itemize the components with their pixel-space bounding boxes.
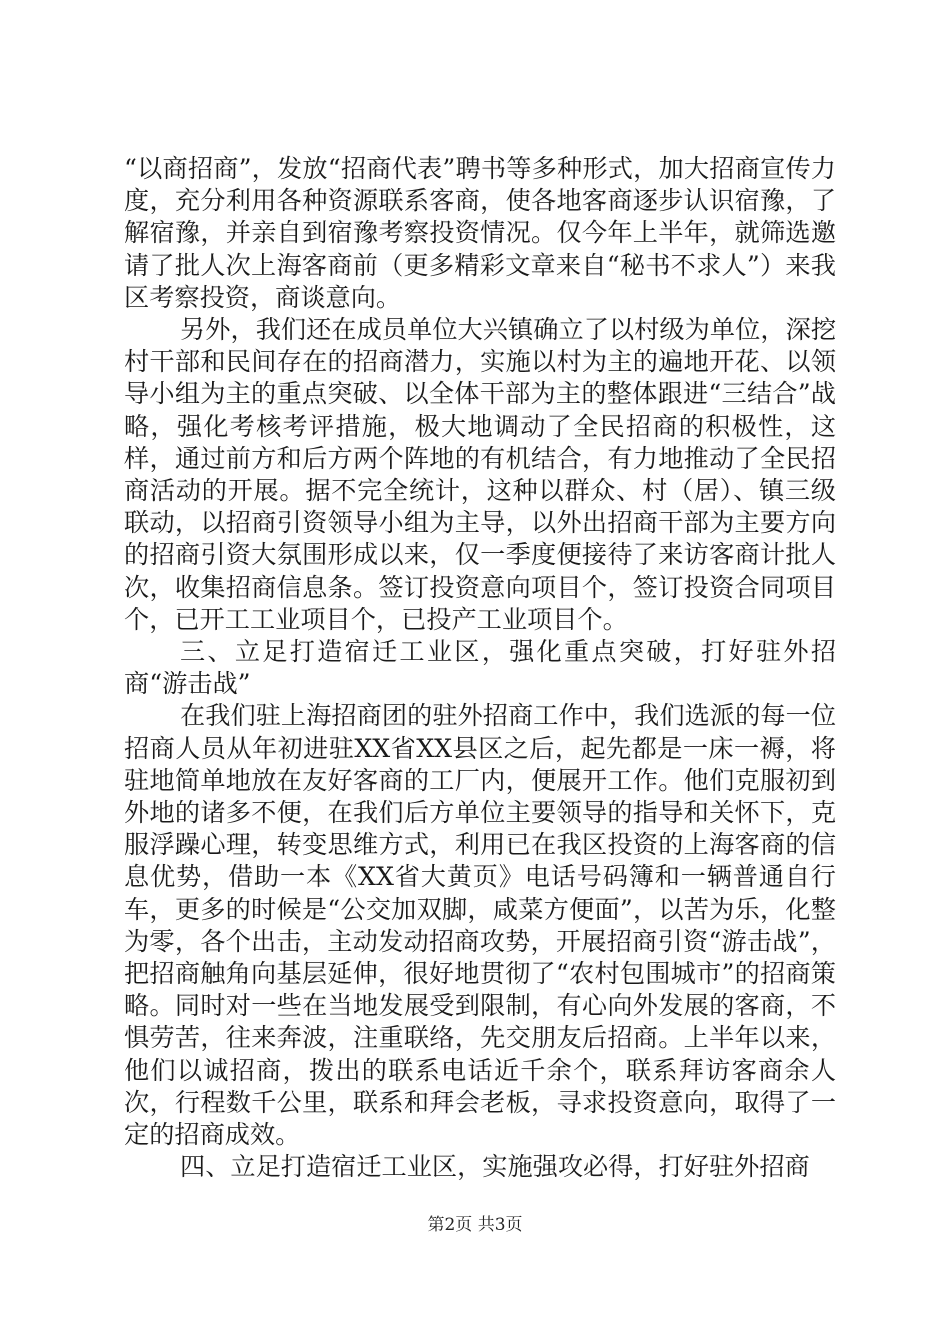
section-heading-4: 四、立足打造宿迁工业区，实施强攻必得，打好驻外招商 bbox=[180, 1152, 810, 1182]
paragraph-1: “以商招商”，发放“招商代表”聘书等多种形式，加大招商宣传力度，充分利用各种资源联系客商，使各地客商逐步认识宿豫，了解宿豫，并亲自到宿豫考察投资情况。仅今年上半年，就筛选邀请了批人次上海客商前（更多精彩文章来自“秘书不求人”）来我区考察投资，商谈意向。 bbox=[124, 154, 836, 312]
section-heading-3: 三、立足打造宿迁工业区，强化重点突破，打好驻外招商“游击战” bbox=[124, 637, 836, 699]
paragraph-2: 另外，我们还在成员单位大兴镇确立了以村级为单位，深挖村干部和民间存在的招商潜力，实施以村为主的遍地开花、以领导小组为主的重点突破、以全体干部为主的整体跟进“三结合”战略，强化考核考评措施，极大地调动了全民招商的积极性，这样，通过前方和后方两个阵地的有机结合，有力地推动了全民招商活动的开展。据不完全统计，这种以群众、村（居）、镇三级联动，以招商引资领导小组为主导，以外出招商干部为主要方向的招商引资大氛围形成以来，仅一季度便接待了来访客商计批人次，收集招商信息条。签订投资意向项目个，签订投资合同项目个，已开工工业项目个，已投产工业项目个。 bbox=[124, 315, 836, 634]
document-body bbox=[124, 153, 836, 1184]
paragraph-4: 在我们驻上海招商团的驻外招商工作中，我们选派的每一位招商人员从年初进驻XX省XX县区之后，起先都是一床一褥，将驻地简单地放在友好客商的工厂内，便展开工作。他们克服初到外地的诸多不便，在我们后方单位主要领导的指导和关怀下，克服浮躁心理，转变思维方式，利用已在我区投资的上海客商的信息优势，借助一本《XX省大黄页》电话号码簿和一辆普通自行车，更多的时候是“公交加双脚，咸菜方便面”，以苦为乐，化整为零，各个出击，主动发动招商攻势，开展招商引资“游击战”，把招商触角向基层延伸，很好地贯彻了“农村包围城市”的招商策略。同时对一些在当地发展受到限制，有心向外发展的客商，不惧劳苦，往来奔波，注重联络，先交朋友后招商。上半年以来，他们以诚招商，拨出的联系电话近千余个，联系拜访客商余人次，行程数千公里，联系和拜会老板，寻求投资意向，取得了一定的招商成效。 bbox=[124, 701, 836, 1150]
page-number-footer: 第2页 共3页 bbox=[427, 1215, 523, 1235]
